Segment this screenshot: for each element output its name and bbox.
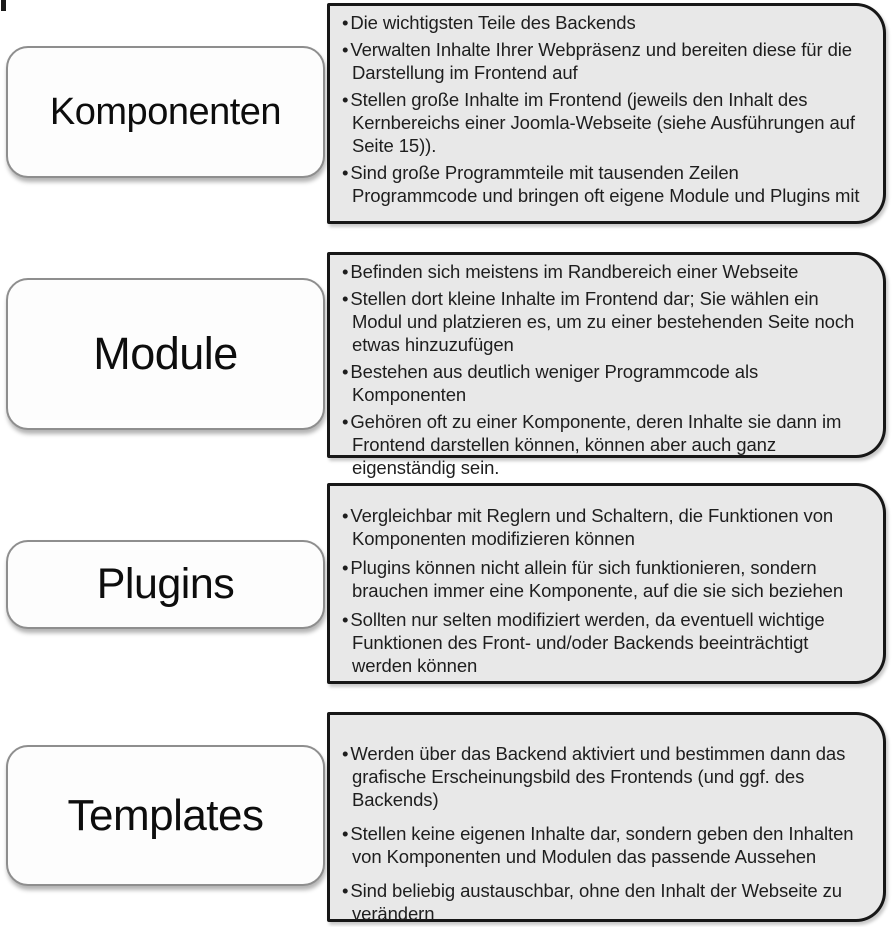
bullet-list-plugins xyxy=(330,486,883,677)
bullet-item: • Die wichtigsten Teile des Backends xyxy=(342,11,861,34)
bullet-item: • Sollten nur selten modifiziert werden, da eventuell wichtige Funktionen des Front- und/oder Backends beeinträchtigt werden können xyxy=(342,608,861,677)
panel-plugins xyxy=(327,483,886,684)
label-plugins-text: Plugins xyxy=(96,560,235,608)
bullet-item: • Vergleichbar mit Reglern und Schaltern, die Funktionen von Komponenten modifizieren können xyxy=(342,504,861,550)
label-box-komponenten xyxy=(6,46,325,178)
panel-module xyxy=(327,252,886,478)
label-komponenten-text: Komponenten xyxy=(49,90,282,133)
bullet-item: • Verwalten Inhalte Ihrer Webpräsenz und bereiten diese für die Darstellung im Frontend auf xyxy=(342,38,861,84)
bullet-item: • Stellen dort kleine Inhalte im Frontend dar; Sie wählen ein Modul und platzieren es, um zu einer bestehenden Seite noch etwas hinzuzufügen xyxy=(342,287,861,356)
panel-templates xyxy=(327,712,886,922)
bullet-item: • Bestehen aus deutlich weniger Programmcode als Komponenten xyxy=(342,360,861,406)
bullet-item: • Stellen große Inhalte im Frontend (jeweils den Inhalt des Kernbereichs einer Joomla-Webseite (siehe Ausführungen auf Seite 15)). xyxy=(342,88,861,157)
label-box-module xyxy=(6,278,325,430)
label-module-text: Module xyxy=(93,328,238,379)
bullet-item: • Befinden sich meistens im Randbereich einer Webseite xyxy=(342,260,861,283)
bullet-item: • Stellen keine eigenen Inhalte dar, sondern geben den Inhalten von Komponenten und Modulen das passende Aussehen xyxy=(342,822,861,868)
bullet-item: • Plugins können nicht allein für sich funktionieren, sondern brauchen immer eine Komponente, auf die sie sich beziehen xyxy=(342,556,861,602)
bullet-list-templates xyxy=(330,715,883,925)
panel-komponenten xyxy=(327,3,886,224)
bullet-item: • Sind beliebig austauschbar, ohne den Inhalt der Webseite zu verändern xyxy=(342,879,861,925)
bullet-item: • Werden über das Backend aktiviert und bestimmen dann das grafische Erscheinungsbild des Frontends (und ggf. des Backends) xyxy=(342,742,861,811)
label-templates-text: Templates xyxy=(67,790,264,840)
label-box-templates xyxy=(6,745,325,886)
label-box-plugins xyxy=(6,540,325,629)
bullet-list-module xyxy=(330,255,883,479)
bullet-item: • Sind große Programmteile mit tausenden Zeilen Programmcode und bringen oft eigene Module und Plugins mit xyxy=(342,161,861,207)
bullet-item: • Gehören oft zu einer Komponente, deren Inhalte sie dann im Frontend darstellen können, können aber auch ganz eigenständig sein. xyxy=(342,410,861,479)
bullet-list-komponenten xyxy=(330,6,883,207)
crop-artifact-mark xyxy=(1,0,6,11)
